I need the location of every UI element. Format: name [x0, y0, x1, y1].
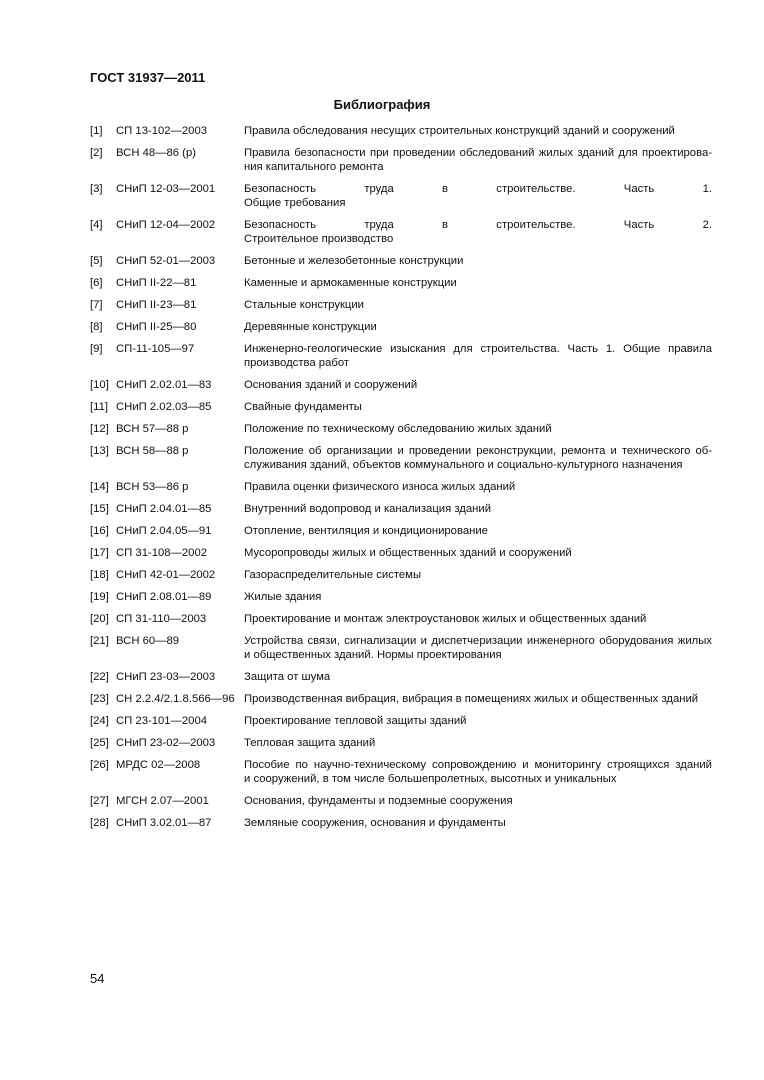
entry-number: [6]	[90, 277, 103, 289]
bibliography-list	[90, 124, 712, 838]
bibliography-entry	[90, 634, 712, 662]
entry-title-line: ния капитального ремонта	[244, 161, 384, 173]
entry-title	[244, 320, 712, 334]
entry-title	[244, 502, 712, 516]
entry-code: СП 13-102—2003	[116, 125, 208, 137]
entry-number: [19]	[90, 591, 109, 603]
entry-code: СНиП 12-04—2002	[116, 219, 216, 231]
bibliography-entry	[90, 146, 712, 174]
entry-title	[244, 124, 712, 138]
bibliography-entry	[90, 670, 712, 684]
entry-code: СНиП 23-03—2003	[116, 671, 216, 683]
entry-number: [27]	[90, 795, 109, 807]
entry-code: СНиП 2.02.01—83	[116, 379, 212, 391]
bibliography-entry	[90, 758, 712, 786]
entry-title	[244, 546, 712, 560]
entry-code: СНиП 12-03—2001	[116, 183, 216, 195]
entry-code: МГСН 2.07—2001	[116, 795, 209, 807]
entry-code: СП 23-101—2004	[116, 715, 208, 727]
entry-code: МРДС 02—2008	[116, 759, 201, 771]
entry-title-line: и общественных зданий. Нормы проектирования	[244, 649, 502, 661]
entry-title	[244, 758, 712, 786]
bibliography-entry	[90, 124, 712, 138]
entry-title-line: производства работ	[244, 357, 350, 369]
entry-code: СНиП 2.04.01—85	[116, 503, 212, 515]
entry-title-line: Внутренний водопровод и канализация зданий	[244, 503, 492, 515]
entry-title	[244, 736, 712, 750]
entry-title	[244, 422, 712, 436]
entry-title-line: Положение об организации и проведении реконструкции, ремонта и технического об-	[244, 445, 712, 457]
entry-title	[244, 692, 712, 706]
bibliography-entry	[90, 546, 712, 560]
entry-title-line: Стальные конструкции	[244, 299, 364, 311]
entry-title-line: Жилые здания	[244, 591, 322, 603]
entry-number: [4]	[90, 219, 103, 231]
entry-number: [9]	[90, 343, 103, 355]
entry-title	[244, 218, 712, 246]
entry-number: [24]	[90, 715, 109, 727]
entry-title	[244, 590, 712, 604]
entry-title-line: Безопасность труда в строительстве. Часть 1.	[244, 183, 712, 195]
bibliography-entry	[90, 254, 712, 268]
entry-title	[244, 378, 712, 392]
entry-title-line: Правила безопасности при проведении обследований жилых зданий для проектирова-	[244, 147, 712, 159]
entry-number: [12]	[90, 423, 109, 435]
entry-title-line: Свайные фундаменты	[244, 401, 362, 413]
bibliography-entry	[90, 714, 712, 728]
bibliography-entry	[90, 816, 712, 830]
entry-title	[244, 254, 712, 268]
bibliography-entry	[90, 422, 712, 436]
entry-title-line: Мусоропроводы жилых и общественных зданий и сооружений	[244, 547, 572, 559]
document-standard-header: ГОСТ 31937—2011	[90, 70, 206, 85]
entry-code: ВСН 58—88 р	[116, 445, 189, 457]
bibliography-entry	[90, 298, 712, 312]
entry-title-line: Основания, фундаменты и подземные сооружения	[244, 795, 513, 807]
entry-number: [25]	[90, 737, 109, 749]
entry-number: [26]	[90, 759, 109, 771]
entry-code: СНиП 2.04.05—91	[116, 525, 212, 537]
entry-code: СНиП 3.02.01—87	[116, 817, 212, 829]
entry-code: ВСН 60—89	[116, 635, 180, 647]
bibliography-entry	[90, 480, 712, 494]
entry-number: [1]	[90, 125, 103, 137]
bibliography-entry	[90, 218, 712, 246]
entry-number: [14]	[90, 481, 109, 493]
entry-code: СН 2.2.4/2.1.8.566—96	[116, 693, 235, 705]
entry-title	[244, 146, 712, 174]
entry-code: СНиП 23-02—2003	[116, 737, 216, 749]
entry-title-line: Правила оценки физического износа жилых зданий	[244, 481, 516, 493]
entry-code: СНиП II-22—81	[116, 277, 197, 289]
entry-code: СП-11-105—97	[116, 343, 195, 355]
entry-code: СНиП 42-01—2002	[116, 569, 216, 581]
bibliography-entry	[90, 320, 712, 334]
entry-title	[244, 634, 712, 662]
entry-number: [28]	[90, 817, 109, 829]
bibliography-entry	[90, 568, 712, 582]
entry-title-line: служивания зданий, объектов коммунального и социально-культурного назначения	[244, 459, 683, 471]
entry-code: СНиП 2.02.03—85	[116, 401, 212, 413]
entry-title	[244, 524, 712, 538]
entry-code: ВСН 53—86 р	[116, 481, 189, 493]
bibliography-entry	[90, 524, 712, 538]
entry-code: ВСН 57—88 р	[116, 423, 189, 435]
entry-number: [21]	[90, 635, 109, 647]
bibliography-entry	[90, 400, 712, 414]
entry-title-line: Пособие по научно-техническому сопровождению и мониторингу строящихся зданий	[244, 759, 712, 771]
entry-title	[244, 182, 712, 210]
entry-number: [7]	[90, 299, 103, 311]
bibliography-entry	[90, 276, 712, 290]
entry-title-line: Безопасность труда в строительстве. Часть 2.	[244, 219, 712, 231]
bibliography-title: Библиография	[333, 97, 431, 112]
entry-code: ВСН 48—86 (р)	[116, 147, 196, 159]
entry-code: СНиП 2.08.01—89	[116, 591, 212, 603]
entry-number: [22]	[90, 671, 109, 683]
entry-title-line: Проектирование тепловой защиты зданий	[244, 715, 467, 727]
entry-title-line: Тепловая защита зданий	[244, 737, 376, 749]
entry-number: [13]	[90, 445, 109, 457]
entry-title	[244, 670, 712, 684]
entry-code: СП 31-108—2002	[116, 547, 208, 559]
entry-title	[244, 612, 712, 626]
entry-title-line: Правила обследования несущих строительных конструкций зданий и сооружений	[244, 125, 675, 137]
entry-code: СНиП II-23—81	[116, 299, 197, 311]
entry-title	[244, 400, 712, 414]
entry-number: [10]	[90, 379, 109, 391]
entry-title-line: Устройства связи, сигнализации и диспетчеризации инженерного оборудования жилых	[244, 635, 712, 647]
page-number: 54	[90, 971, 105, 986]
entry-title-line: Защита от шума	[244, 671, 331, 683]
entry-title	[244, 816, 712, 830]
entry-number: [23]	[90, 693, 109, 705]
entry-title	[244, 568, 712, 582]
entry-title	[244, 480, 712, 494]
bibliography-entry	[90, 378, 712, 392]
entry-code: СП 31-110—2003	[116, 613, 207, 625]
bibliography-entry	[90, 692, 712, 706]
entry-title-line: Инженерно-геологические изыскания для строительства. Часть 1. Общие правила	[244, 343, 712, 355]
entry-number: [5]	[90, 255, 103, 267]
entry-title	[244, 444, 712, 472]
entry-title	[244, 298, 712, 312]
entry-number: [17]	[90, 547, 109, 559]
entry-title-line: Бетонные и железобетонные конструкции	[244, 255, 464, 267]
entry-number: [2]	[90, 147, 103, 159]
entry-number: [8]	[90, 321, 103, 333]
entry-title-line: Отопление, вентиляция и кондиционирование	[244, 525, 488, 537]
entry-number: [18]	[90, 569, 109, 581]
entry-title-line: и сооружений, в том числе большепролетных, высотных и уникальных	[244, 773, 617, 785]
entry-title	[244, 342, 712, 370]
entry-title-line: Каменные и армокаменные конструкции	[244, 277, 457, 289]
entry-number: [3]	[90, 183, 103, 195]
entry-code: СНиП II-25—80	[116, 321, 197, 333]
bibliography-entry	[90, 342, 712, 370]
bibliography-entry	[90, 612, 712, 626]
bibliography-entry	[90, 182, 712, 210]
entry-title-line: Земляные сооружения, основания и фундаменты	[244, 817, 506, 829]
entry-number: [16]	[90, 525, 109, 537]
bibliography-entry	[90, 502, 712, 516]
entry-title-line: Основания зданий и сооружений	[244, 379, 418, 391]
entry-title-line: Производственная вибрация, вибрация в помещениях жилых и общественных зданий	[244, 693, 699, 705]
entry-code: СНиП 52-01—2003	[116, 255, 216, 267]
bibliography-entry	[90, 794, 712, 808]
entry-number: [20]	[90, 613, 109, 625]
entry-title-line: Общие требования	[244, 197, 346, 209]
entry-title-line: Деревянные конструкции	[244, 321, 377, 333]
entry-title-line: Строительное производство	[244, 233, 394, 245]
entry-number: [15]	[90, 503, 109, 515]
bibliography-entry	[90, 444, 712, 472]
entry-title	[244, 276, 712, 290]
entry-title-line: Газораспределительные системы	[244, 569, 422, 581]
entry-number: [11]	[90, 401, 109, 413]
entry-title	[244, 714, 712, 728]
bibliography-entry	[90, 736, 712, 750]
entry-title	[244, 794, 712, 808]
entry-title-line: Положение по техническому обследованию жилых зданий	[244, 423, 552, 435]
bibliography-entry	[90, 590, 712, 604]
entry-title-line: Проектирование и монтаж электроустановок жилых и общественных зданий	[244, 613, 647, 625]
